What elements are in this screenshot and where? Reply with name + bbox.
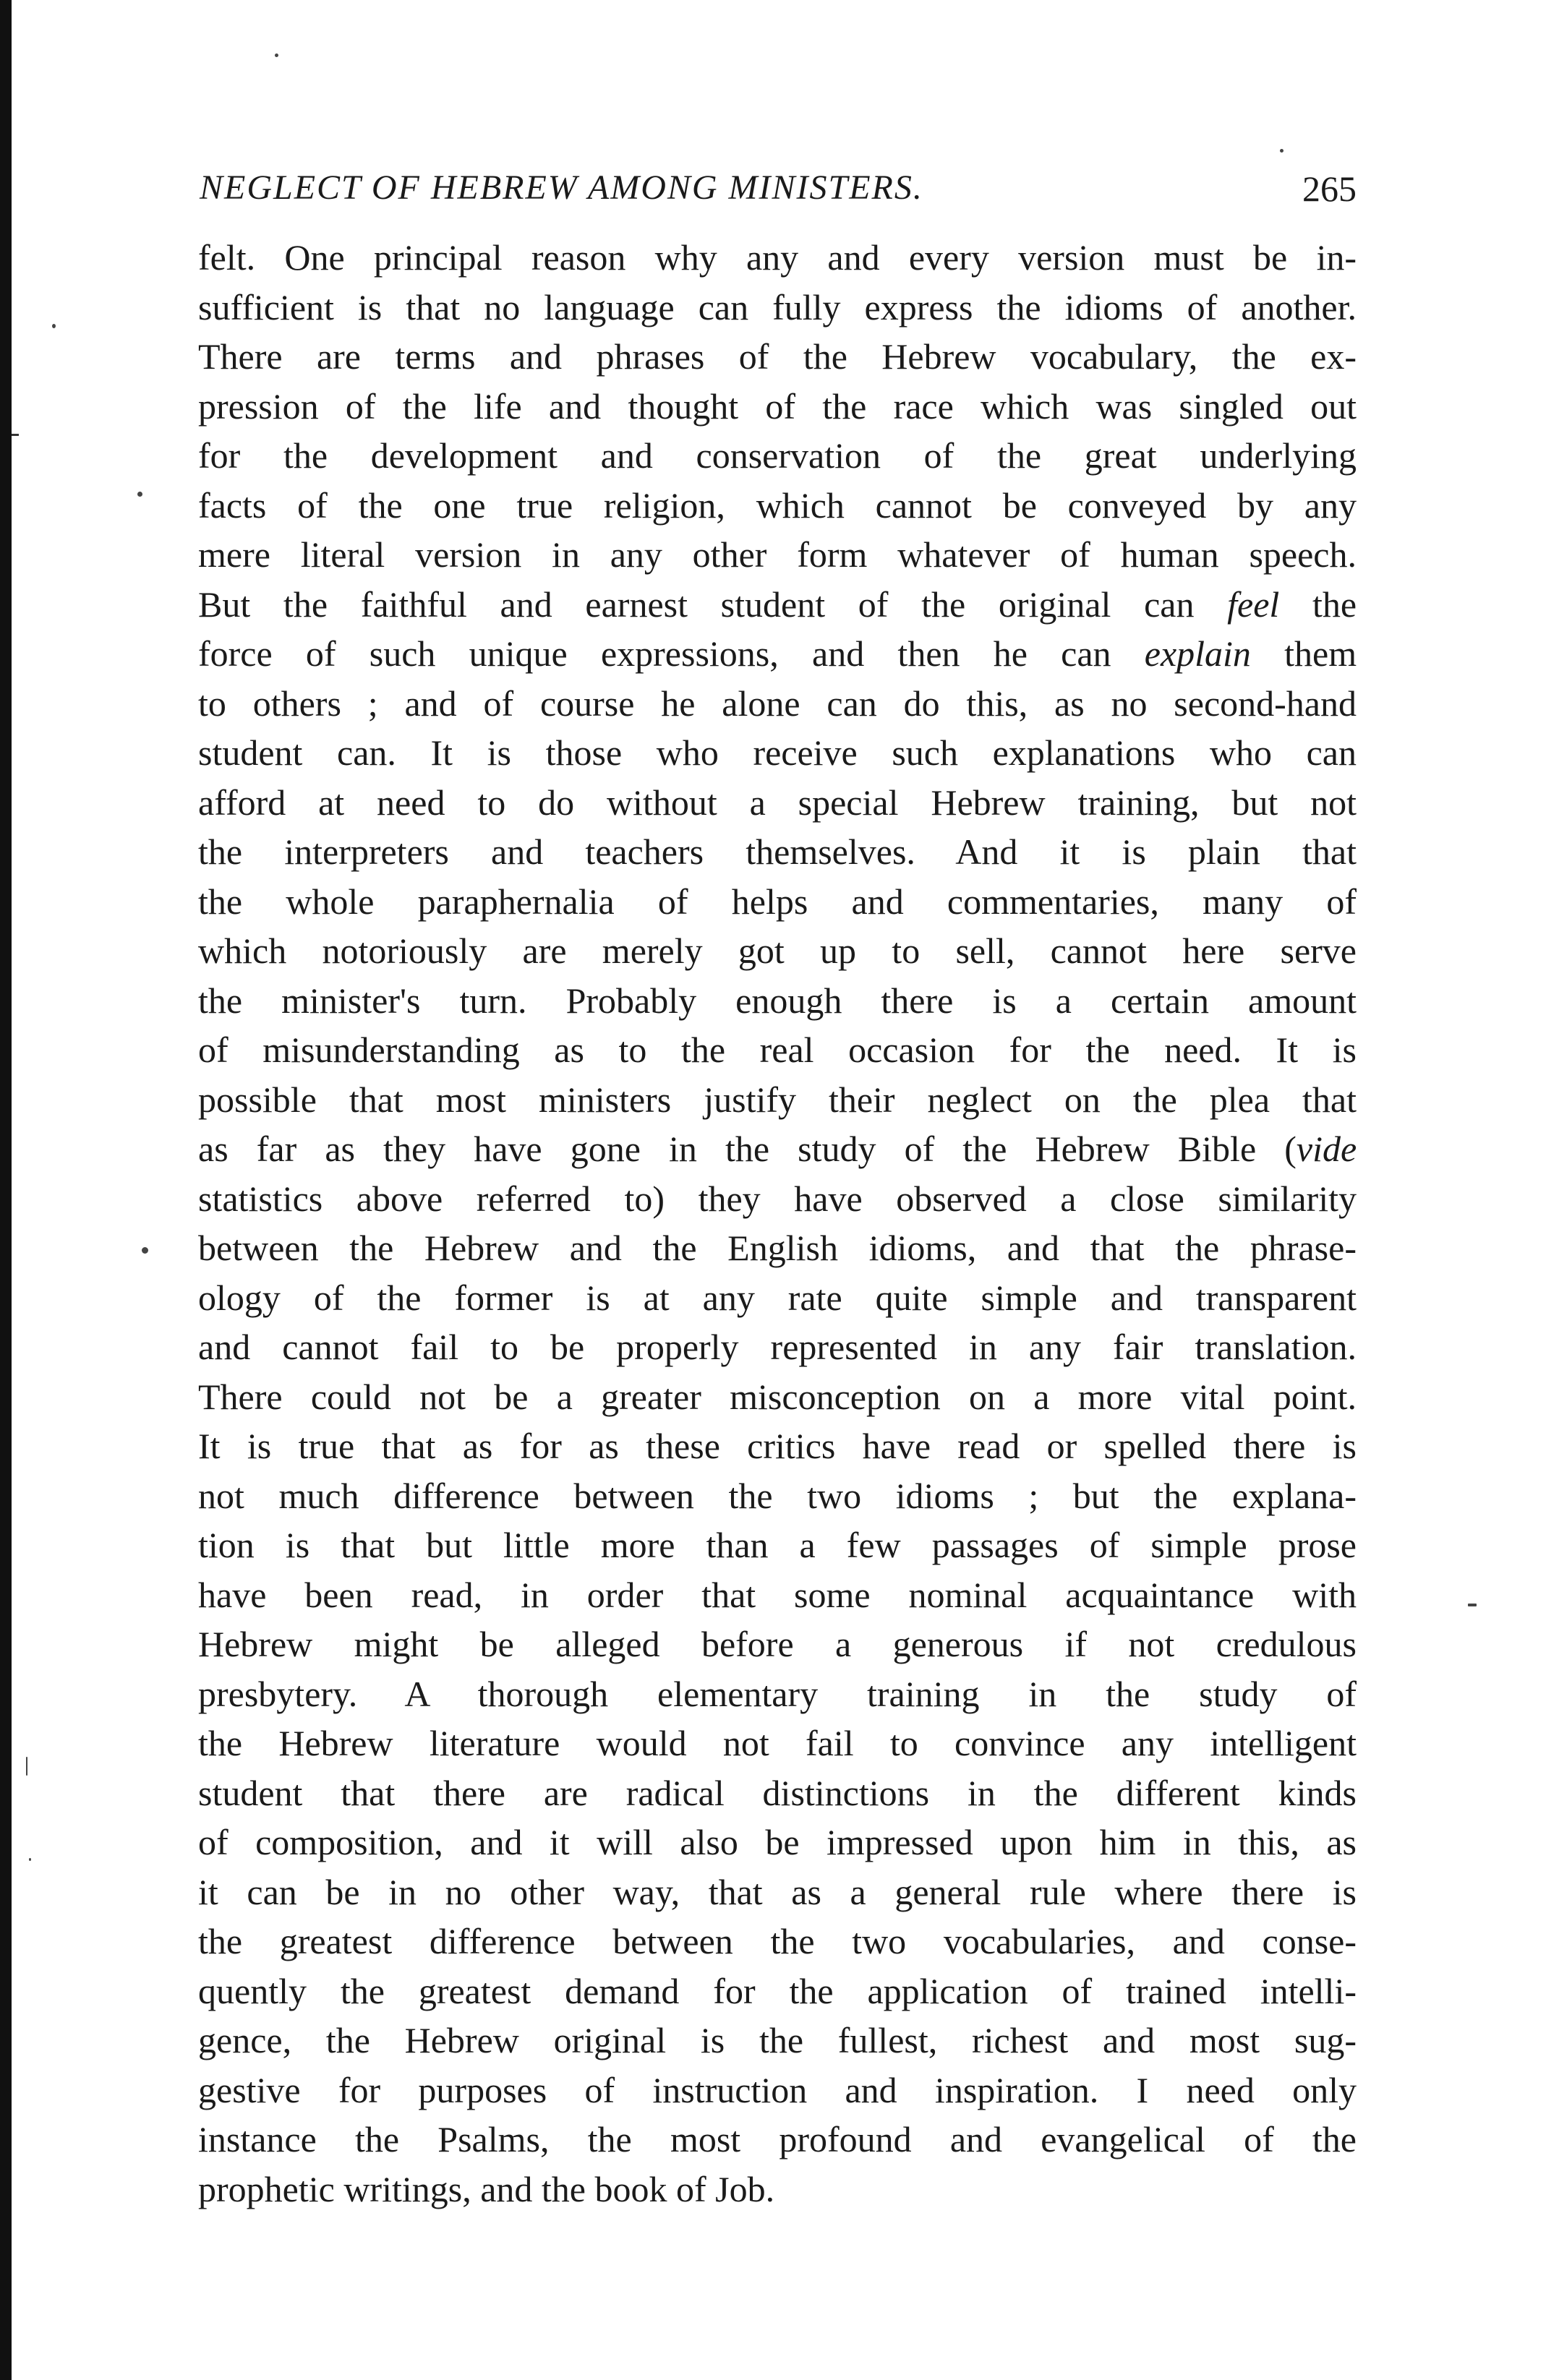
page-header (200, 168, 1357, 218)
text-line: between the Hebrew and the English idioms, and that the phrase- (198, 1228, 1357, 1268)
text-line: facts of the one true religion, which cannot be conveyed by any (198, 484, 1357, 526)
text-line: possible that most ministers justify their neglect on the plea that (198, 1079, 1357, 1120)
text-line: gence, the Hebrew original is the fullest, richest and most sug- (198, 2020, 1357, 2060)
text-line: the interpreters and teachers themselves. And it is plain that (198, 831, 1357, 872)
text-line: it can be in no other way, that as a general rule where there is (198, 1871, 1357, 1912)
text-line: gestive for purposes of instruction and inspiration. I need only (198, 2069, 1357, 2110)
text-line: as far as they have gone in the study of the Hebrew Bible (vide (198, 1129, 1357, 1169)
speck-mark (1280, 149, 1283, 153)
text-line: student that there are radical distinctions in the different kinds (198, 1772, 1357, 1813)
text-line: pression of the life and thought of the race which was singled out (198, 385, 1357, 427)
speck-mark (1468, 1604, 1477, 1606)
text-line: There are terms and phrases of the Hebrew vocabulary, the ex- (198, 336, 1357, 377)
text-line: the whole paraphernalia of helps and commentaries, many of (198, 881, 1357, 922)
italic-word: vide (1296, 1129, 1357, 1169)
page-edge-shadow (0, 0, 12, 2380)
text-line: not much difference between the two idioms ; but the explana- (198, 1475, 1357, 1516)
text-line: which notoriously are merely got up to sell, cannot here serve (198, 930, 1357, 971)
speck-mark (142, 1247, 148, 1254)
running-head: NEGLECT OF HEBREW AMONG MINISTERS. (200, 168, 923, 207)
text-line: presbytery. A thorough elementary training in the study of (198, 1673, 1357, 1714)
text-line: of misunderstanding as to the real occasion for the need. It is (198, 1030, 1357, 1070)
text-line: instance the Psalms, the most profound and evangelical of the (198, 2119, 1357, 2159)
text-line: ology of the former is at any rate quite simple and transparent (198, 1277, 1357, 1318)
text-line: It is true that as for as these critics have read or spelled there is (198, 1426, 1357, 1466)
italic-word: explain (1144, 633, 1251, 674)
text-line: student can. It is those who receive such explanations who can (198, 732, 1357, 773)
speck-mark (137, 492, 142, 497)
page-number: 265 (1302, 168, 1357, 209)
speck-mark (26, 1757, 27, 1776)
text-line: the greatest difference between the two vocabularies, and conse- (198, 1921, 1357, 1961)
speck-mark (29, 1858, 31, 1861)
text-line: have been read, in order that some nominal acquaintance with (198, 1574, 1357, 1615)
text-line: of composition, and it will also be impressed upon him in this, as (198, 1822, 1357, 1862)
text-line: for the development and conservation of the great underlying (198, 435, 1357, 476)
text-line: afford at need to do without a special Hebrew training, but not (198, 782, 1357, 823)
text-line: and cannot fail to be properly represented in any fair translation. (198, 1327, 1357, 1367)
speck-mark (52, 324, 56, 328)
text-line: the minister's turn. Probably enough there is a certain amount (198, 980, 1357, 1021)
text-line: But the faithful and earnest student of the original can feel the (198, 583, 1357, 625)
text-line: There could not be a greater misconception on a more vital point. (198, 1376, 1357, 1417)
text-line: quently the greatest demand for the application of trained intelli- (198, 1970, 1357, 2011)
text-line: prophetic writings, and the book of Job. (198, 2168, 775, 2209)
italic-word: feel (1227, 583, 1280, 625)
text-line: to others ; and of course he alone can do this, as no second-hand (198, 682, 1357, 724)
text-line: mere literal version in any other form whatever of human speech. (198, 534, 1357, 575)
body-text (198, 233, 1357, 2214)
speck-mark (275, 53, 278, 57)
text-line: statistics above referred to) they have observed a close similarity (198, 1178, 1357, 1219)
text-line: the Hebrew literature would not fail to convince any intelligent (198, 1723, 1357, 1763)
edge-mark (12, 434, 19, 436)
text-line: force of such unique expressions, and then he can explain them (198, 633, 1357, 674)
text-line: tion is that but little more than a few passages of simple prose (198, 1525, 1357, 1565)
text-line: felt. One principal reason why any and every version must be in- (198, 237, 1357, 278)
text-line: sufficient is that no language can fully express the idioms of another. (198, 286, 1357, 328)
text-line: Hebrew might be alleged before a generous if not credulous (198, 1624, 1357, 1664)
